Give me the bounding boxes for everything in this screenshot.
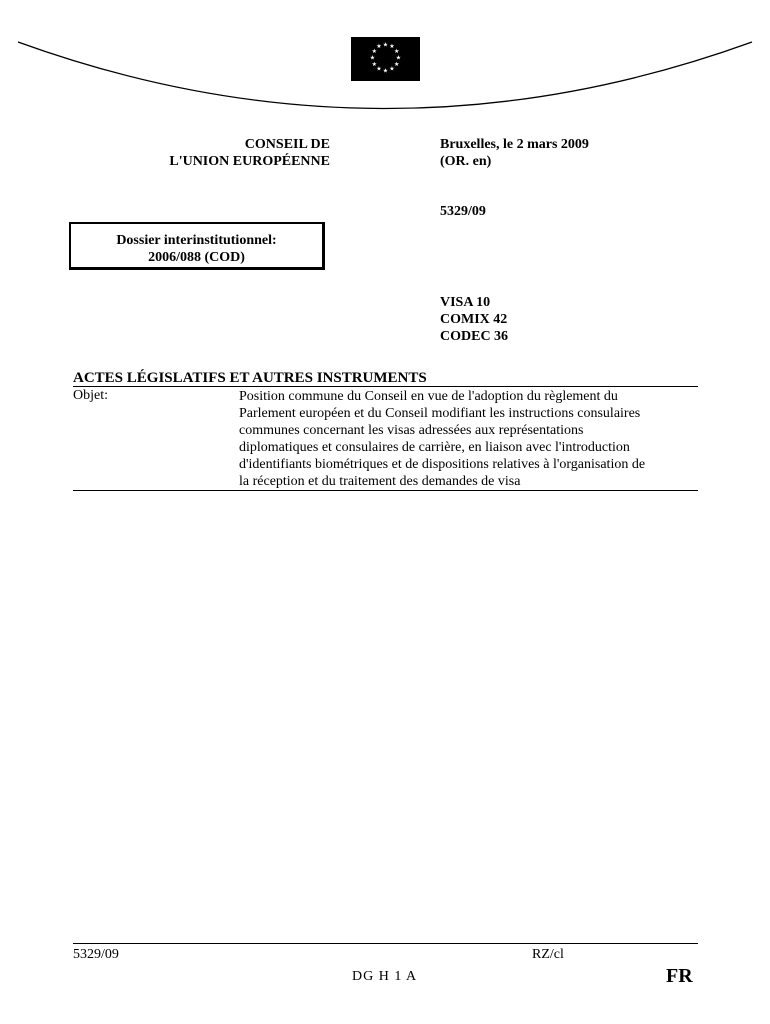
- section-title: ACTES LÉGISLATIFS ET AUTRES INSTRUMENTS: [73, 370, 427, 386]
- svg-text:★: ★: [394, 47, 400, 55]
- object-line: Parlement européen et du Conseil modifiant les instructions consulaires: [239, 406, 641, 421]
- dossier-box: [69, 222, 325, 270]
- institution-line-2: L'UNION EUROPÉENNE: [169, 154, 330, 169]
- svg-text:★: ★: [395, 54, 402, 62]
- footer-divider: [73, 943, 698, 944]
- object-label: Objet:: [73, 388, 108, 403]
- footer-initials: RZ/cl: [532, 947, 564, 962]
- document-number: 5329/09: [440, 204, 486, 219]
- eu-flag-icon: [351, 37, 420, 81]
- code-visa: VISA 10: [440, 295, 491, 310]
- footer-document-number: 5329/09: [73, 947, 119, 962]
- svg-text:★: ★: [394, 60, 400, 68]
- footer-department: DG H 1 A: [352, 969, 418, 984]
- object-text: [239, 388, 701, 490]
- original-language: (OR. en): [440, 154, 492, 169]
- section-divider-bottom: [73, 490, 698, 491]
- footer-language-code: FR: [666, 965, 693, 987]
- svg-text:★: ★: [369, 54, 376, 62]
- dossier-reference: 2006/088 (COD): [148, 250, 245, 265]
- classification-codes: [440, 294, 508, 345]
- place-date: Bruxelles, le 2 mars 2009: [440, 137, 589, 152]
- dossier-label: Dossier interinstitutionnel:: [116, 233, 277, 248]
- svg-text:★: ★: [376, 43, 382, 51]
- svg-text:★: ★: [371, 47, 377, 55]
- object-line: la réception et du traitement des demandes de visa: [239, 474, 521, 489]
- issuing-institution: [120, 136, 330, 170]
- svg-text:★: ★: [382, 67, 389, 75]
- code-codec: CODEC 36: [440, 329, 509, 344]
- object-line: Position commune du Conseil en vue de l'adoption du règlement du: [239, 389, 618, 404]
- object-line: d'identifiants biométriques et de dispositions relatives à l'organisation de: [239, 457, 646, 472]
- svg-text:★: ★: [389, 43, 395, 51]
- svg-text:★: ★: [382, 41, 389, 49]
- object-line: diplomatiques et consulaires de carrière, en liaison avec l'introduction: [239, 440, 630, 455]
- section-divider-top: [73, 386, 698, 387]
- object-line: communes concernant les visas adressées aux représentations: [239, 423, 584, 438]
- code-comix: COMIX 42: [440, 312, 508, 327]
- svg-text:★: ★: [389, 65, 395, 73]
- svg-text:★: ★: [371, 60, 377, 68]
- place-date-block: [440, 136, 589, 170]
- svg-text:★: ★: [376, 65, 382, 73]
- institution-line-1: CONSEIL DE: [244, 137, 330, 152]
